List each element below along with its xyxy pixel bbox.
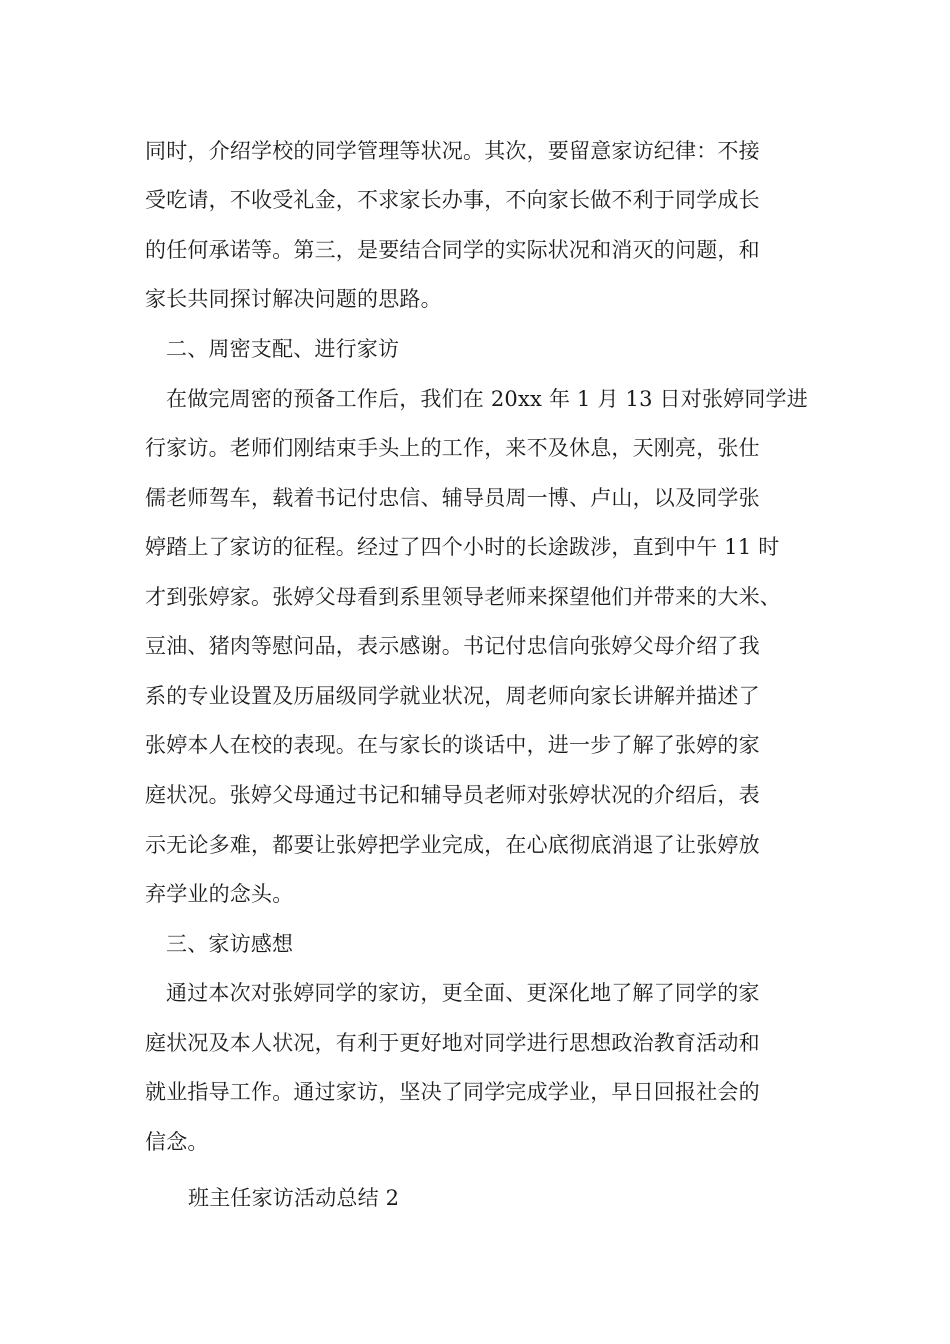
text-line: 受吃请，不收受礼金，不求家长办事，不向家长做不利于同学成长 <box>145 188 760 212</box>
text-line: 在做完周密的预备工作后，我们在 20xx 年 1 月 13 日对张婷同学进 <box>166 387 808 411</box>
text-line: 豆油、猪肉等慰问品，表示感谢。书记付忠信向张婷父母介绍了我 <box>145 634 760 658</box>
text-line: 的任何承诺等。第三，是要结合同学的实际状况和消灭的问题，和 <box>145 238 760 262</box>
text-line: 婷踏上了家访的征程。经过了四个小时的长途跋涉，直到中午 11 时 <box>145 535 780 559</box>
text-line: 家长共同探讨解决问题的思路。 <box>145 287 442 311</box>
text-line: 行家访。老师们刚结束手头上的工作，来不及休息，天刚亮，张仕 <box>145 436 760 460</box>
text-line: 就业指导工作。通过家访，坚决了同学完成学业，早日回报社会的 <box>145 1080 760 1104</box>
section-heading: 三、家访感想 <box>166 932 294 956</box>
text-line: 才到张婷家。张婷父母看到系里领导老师来探望他们并带来的大米、 <box>145 585 781 609</box>
text-line: 示无论多难，都要让张婷把学业完成，在心底彻底消退了让张婷放 <box>145 833 760 857</box>
text-line: 弃学业的念头。 <box>145 882 294 906</box>
text-line: 系的专业设置及历届级同学就业状况，周老师向家长讲解并描述了 <box>145 684 760 708</box>
section-heading: 二、周密支配、进行家访 <box>166 337 400 361</box>
text-line: 张婷本人在校的表现。在与家长的谈话中，进一步了解了张婷的家 <box>145 733 760 757</box>
text-line: 庭状况。张婷父母通过书记和辅导员老师对张婷状况的介绍后，表 <box>145 783 760 807</box>
text-line: 通过本次对张婷同学的家访，更全面、更深化地了解了同学的家 <box>166 981 760 1005</box>
text-line: 儒老师驾车，载着书记付忠信、辅导员周一博、卢山，以及同学张 <box>145 486 760 510</box>
text-line: 庭状况及本人状况，有利于更好地对同学进行思想政治教育活动和 <box>145 1031 760 1055</box>
document-subtitle: 班主任家访活动总结 2 <box>188 1186 400 1210</box>
text-line: 信念。 <box>145 1130 209 1154</box>
text-line: 同时，介绍学校的同学管理等状况。其次，要留意家访纪律：不接 <box>145 139 760 163</box>
